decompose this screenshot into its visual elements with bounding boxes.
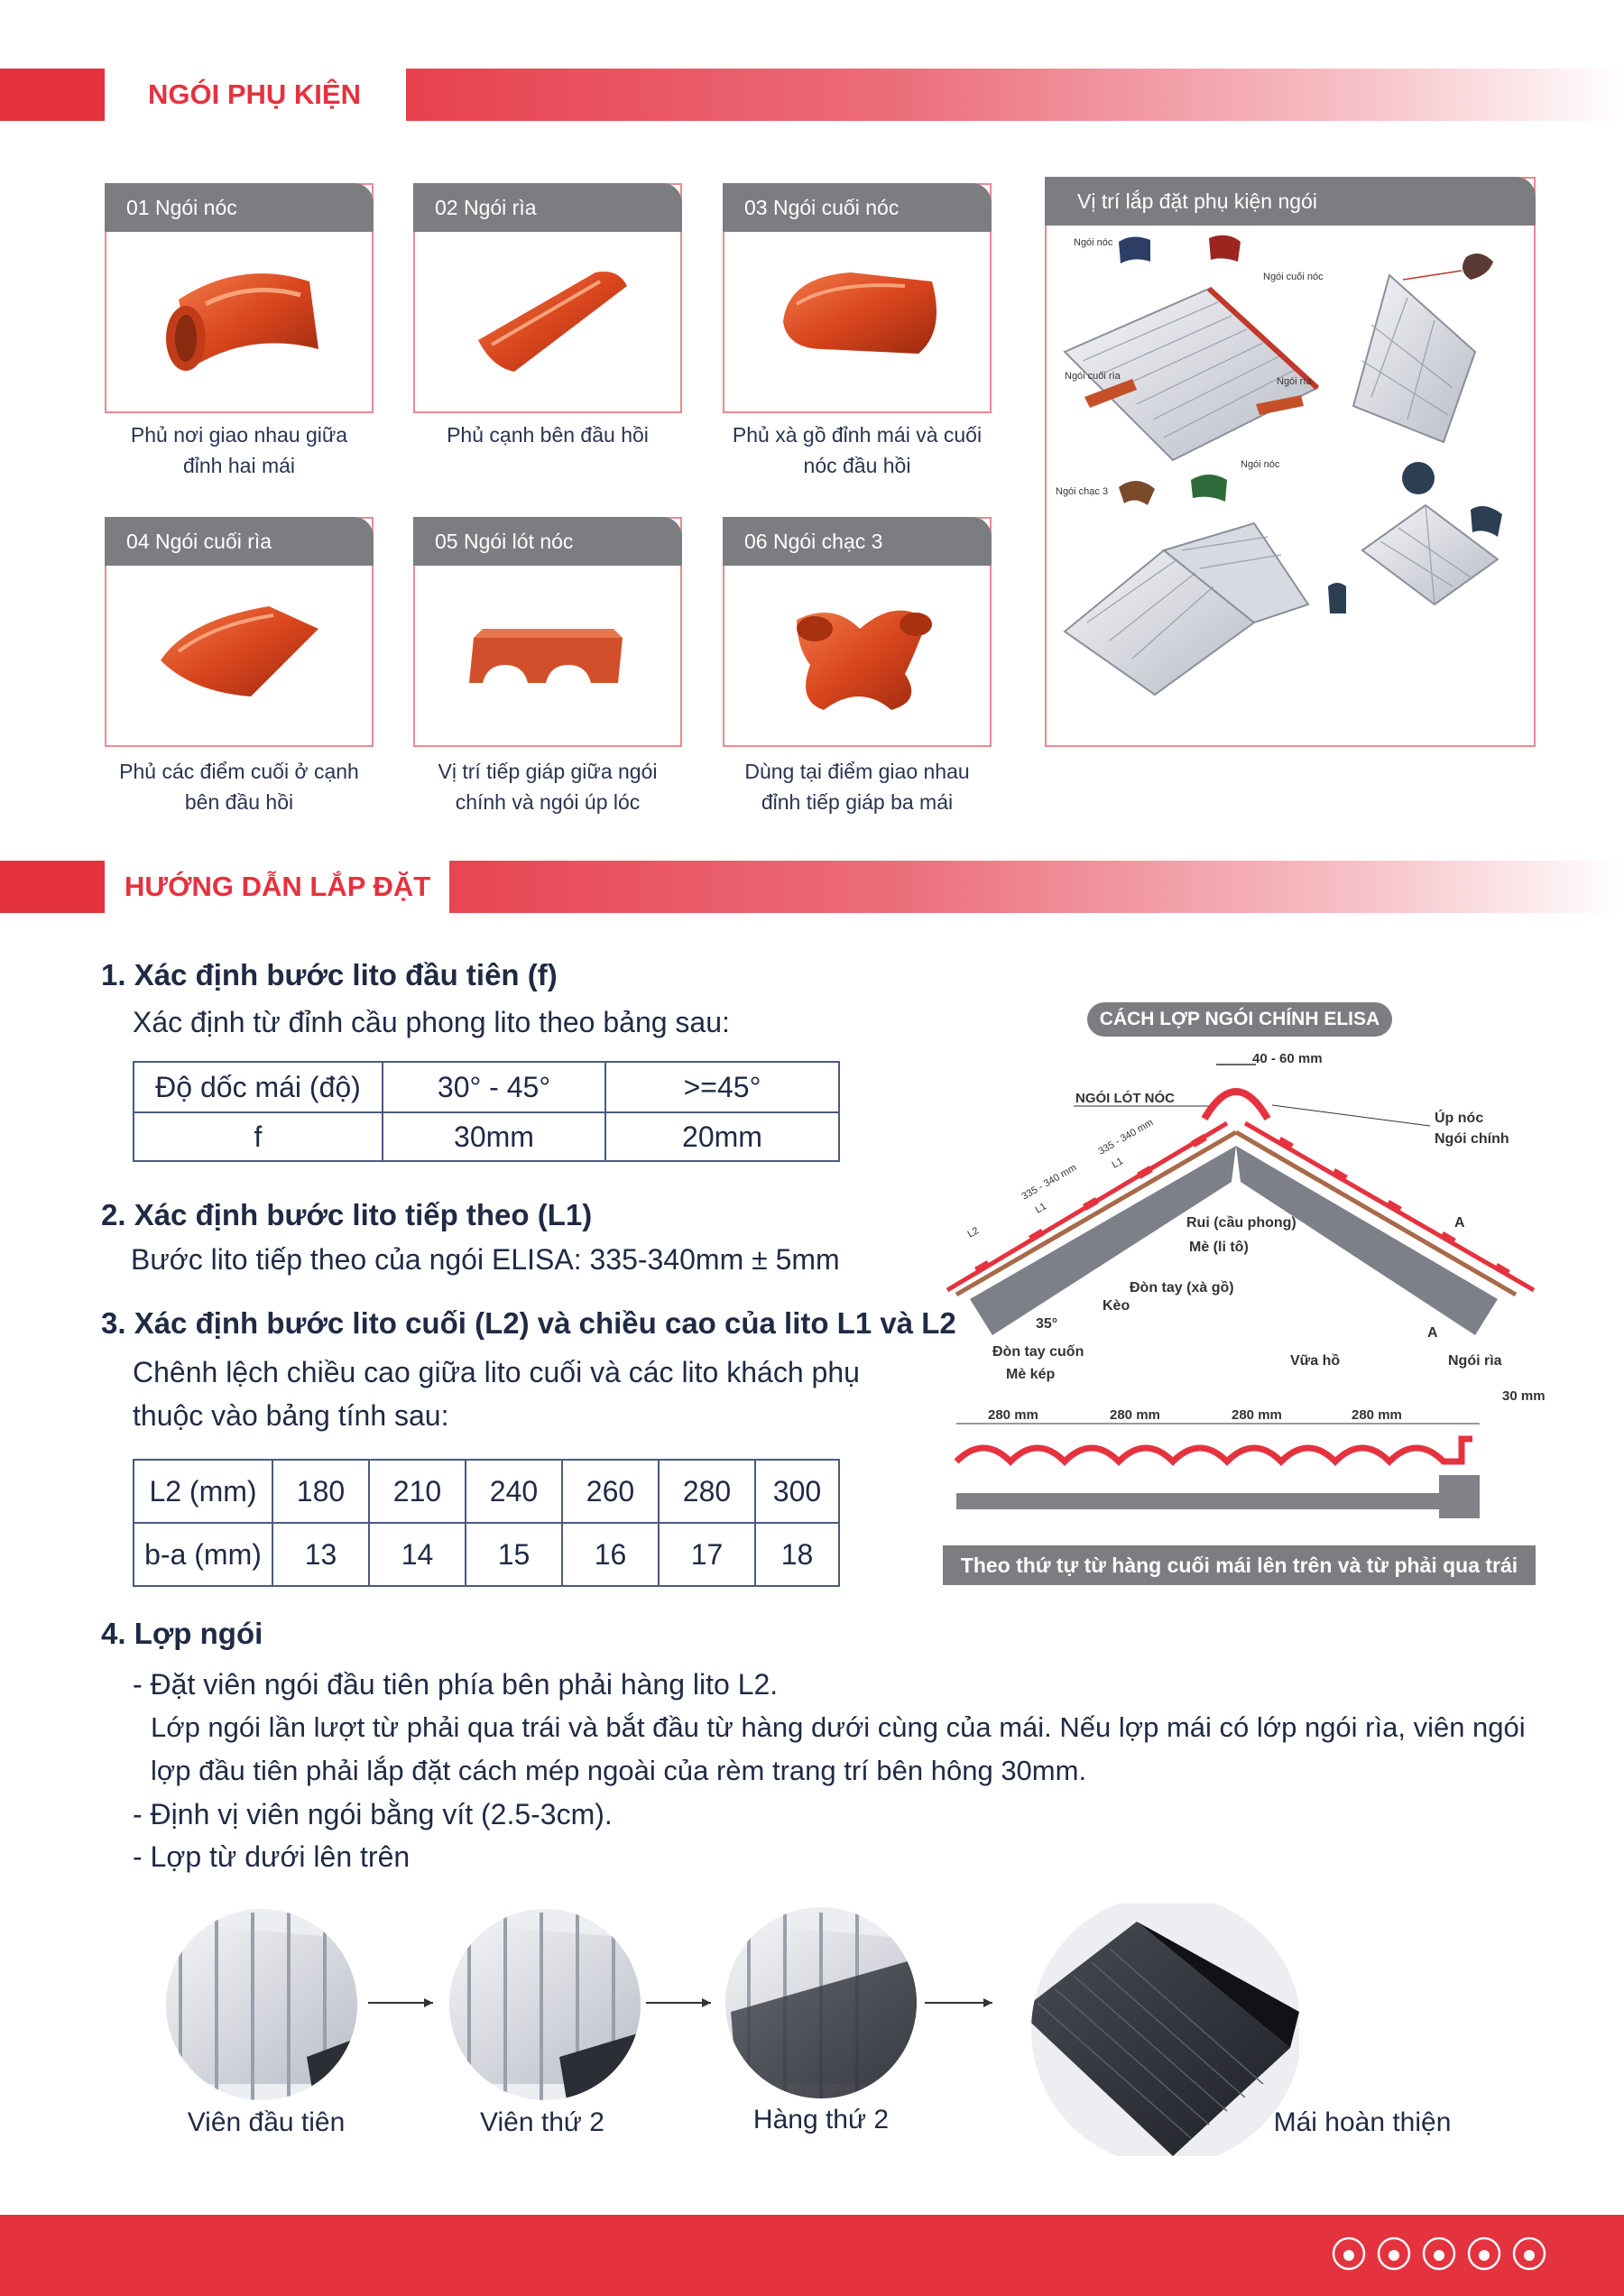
table-cell: 16 <box>562 1523 659 1586</box>
label-three-way: Ngói chạc 3 <box>1056 486 1109 497</box>
label-ridge: Ngói nóc <box>1074 237 1113 248</box>
label-30mm: 30 mm <box>1502 1388 1546 1404</box>
product-card-ridge-end <box>723 183 992 413</box>
table-cell: f <box>134 1112 383 1161</box>
label-dim-2: 335 - 340 mm <box>1096 1117 1156 1157</box>
spacing-label: 280 mm <box>988 1407 1038 1423</box>
step-4-line-3: lợp đầu tiên phải lắp đặt cách mép ngoài của rèm trang trí bên hông 30mm. <box>151 1755 1087 1786</box>
product-title: 04 Ngói cuối rìa <box>105 517 374 566</box>
table-cell: 20mm <box>605 1112 839 1161</box>
label-l1: L1 <box>1033 1201 1049 1216</box>
label-a-2: A <box>1427 1325 1438 1341</box>
table-cell: b-a (mm) <box>134 1523 272 1586</box>
step-4-line-4: - Định vị viên ngói bằng vít (2.5-3cm). <box>133 1798 613 1830</box>
product-title: 03 Ngói cuối nóc <box>723 183 992 232</box>
label-l2: L2 <box>965 1225 982 1240</box>
label-purlin: Đòn tay (xà gồ) <box>1130 1280 1234 1296</box>
step-1-title: 1. Xác định bước lito đầu tiên (f) <box>101 958 558 991</box>
label-eaves-purlin: Đòn tay cuốn <box>992 1344 1084 1360</box>
table-cell: Độ dốc mái (độ) <box>134 1062 383 1112</box>
install-title: HƯỚNG DẪN LẮP ĐẶT <box>105 861 449 913</box>
table-cell: 300 <box>755 1460 839 1523</box>
product-title: 01 Ngói nóc <box>105 183 374 232</box>
footer-bar <box>0 2215 1624 2296</box>
label-rafter: Rui (cầu phong) <box>1186 1215 1296 1231</box>
product-card-ridge <box>105 183 374 413</box>
product-desc: Phủ xà gồ đỉnh mái và cuối nóc đầu hồi <box>732 423 983 477</box>
label-ridge-underlay: NGÓI LÓT NÓC <box>1075 1091 1175 1106</box>
label-verge-end: Ngói cuối rìa <box>1065 371 1121 382</box>
step-4-line-5: - Lợp từ dưới lên trên <box>133 1840 411 1873</box>
step-caption: Viên đầu tiên <box>187 2107 346 2137</box>
table-cell: 180 <box>272 1460 369 1523</box>
diagram-title: CÁCH LỢP NGÓI CHÍNH ELISA <box>1087 1002 1392 1037</box>
step-image-first-tile <box>162 1913 379 2111</box>
step-4-line-1: - Đặt viên ngói đầu tiên phía bên phải hàng lito L2. <box>133 1668 779 1701</box>
table-cell: 30mm <box>383 1112 605 1161</box>
step-2-title: 2. Xác định bước lito tiếp theo (L1) <box>101 1198 593 1231</box>
product-title: 05 Ngói lót nóc <box>413 517 682 566</box>
step-3-text-2: thuộc vào bảng tính sau: <box>133 1399 449 1432</box>
accessories-title: NGÓI PHỤ KIỆN <box>105 69 406 121</box>
product-desc: Dùng tại điểm giao nhau đỉnh tiếp giáp ba mái <box>744 760 970 814</box>
step-caption: Viên thứ 2 <box>480 2107 604 2137</box>
lito-table <box>133 1459 840 1587</box>
table-cell: 280 <box>659 1460 755 1523</box>
label-main-tile: Ngói chính <box>1435 1131 1509 1147</box>
step-3-text-1: Chênh lệch chiều cao giữa lito cuối và các lito khách phụ <box>133 1356 860 1388</box>
footer-badges <box>1326 2231 1597 2276</box>
table-cell: 15 <box>466 1523 562 1586</box>
step-1-text: Xác định từ đỉnh cầu phong lito theo bảng sau: <box>133 1006 730 1038</box>
label-ridge-end: Ngói cuối nóc <box>1263 272 1324 282</box>
ridge-end-tile-icon <box>724 232 990 411</box>
table-cell: 17 <box>659 1523 755 1586</box>
product-title: 06 Ngói chạc 3 <box>723 517 992 566</box>
label-a: A <box>1454 1215 1465 1231</box>
table-cell: 240 <box>466 1460 562 1523</box>
step-caption: Hàng thứ 2 <box>752 2105 890 2135</box>
product-card-verge <box>413 183 682 413</box>
angle-label: 35° <box>1036 1316 1058 1332</box>
spacing-label: 280 mm <box>1232 1407 1282 1423</box>
table-cell: 18 <box>755 1523 839 1586</box>
roof-section-diagram <box>920 1037 1552 1543</box>
label-verge: Ngói rìa <box>1277 376 1312 387</box>
label-dim-1: 335 - 340 mm <box>1020 1162 1079 1203</box>
table-cell: L2 (mm) <box>134 1460 272 1523</box>
product-title: 02 Ngói rìa <box>413 183 682 232</box>
table-cell: 13 <box>272 1523 369 1586</box>
label-verge: Ngói rìa <box>1448 1353 1502 1369</box>
label-ridge-cap: Úp nóc <box>1435 1111 1484 1126</box>
install-positions-illustration <box>1047 226 1534 745</box>
label-double-batten: Mè kép <box>1006 1367 1056 1382</box>
label-mortar: Vữa hồ <box>1290 1353 1341 1369</box>
step-2-text: Bước lito tiếp theo của ngói ELISA: 335-340mm ± 5mm <box>131 1243 840 1276</box>
table-cell: 260 <box>562 1460 659 1523</box>
step-image-second-tile <box>442 1913 650 2111</box>
ridge-tile-icon <box>106 232 372 411</box>
step-4-title: 4. Lợp ngói <box>101 1617 263 1650</box>
spacing-label: 280 mm <box>1352 1407 1402 1423</box>
table-cell: 210 <box>369 1460 466 1523</box>
gap-label: 40 - 60 mm <box>1252 1051 1323 1066</box>
table-cell: >=45° <box>605 1062 839 1112</box>
product-desc: Phủ nơi giao nhau giữa đỉnh hai mái <box>130 423 348 477</box>
step-image-second-row <box>722 1913 920 2120</box>
spacing-label: 280 mm <box>1110 1407 1160 1423</box>
table-cell: 14 <box>369 1523 466 1586</box>
step-3-title: 3. Xác định bước lito cuối (L2) và chiều cao của lito L1 và L2 <box>101 1306 956 1340</box>
product-desc: Vị trí tiếp giáp giữa ngói chính và ngói úp lóc <box>438 760 658 814</box>
step-caption: Mái hoàn thiện <box>1273 2107 1452 2137</box>
label-batten: Mè (li tô) <box>1189 1240 1249 1255</box>
slope-table <box>133 1061 840 1162</box>
product-card-three-way <box>723 517 992 747</box>
product-desc: Phủ cạnh bên đầu hồi <box>447 423 649 447</box>
install-positions-panel <box>1045 177 1536 747</box>
three-way-tile-icon <box>724 566 990 745</box>
verge-end-tile-icon <box>106 566 372 745</box>
table-cell: 30° - 45° <box>383 1062 605 1112</box>
product-card-verge-end <box>105 517 374 747</box>
label-ridge-2: Ngói nóc <box>1241 459 1280 470</box>
product-desc: Phủ các điểm cuối ở cạnh bên đầu hồi <box>119 760 359 814</box>
label-l1-b: L1 <box>1110 1156 1126 1171</box>
install-positions-title: Vị trí lắp đặt phụ kiện ngói <box>1045 177 1536 226</box>
product-card-ridge-underlay <box>413 517 682 747</box>
verge-tile-icon <box>415 232 680 411</box>
label-truss: Kèo <box>1103 1298 1130 1314</box>
ridge-underlay-tile-icon <box>415 566 680 745</box>
diagram-note: Theo thứ tự từ hàng cuối mái lên trên và từ phải qua trái <box>943 1545 1536 1585</box>
step-4-line-2: Lớp ngói lần lượt từ phải qua trái và bắt đầu từ hàng dưới cùng của mái. Nếu lợp mái có lớp ngói rìa, viên ngói <box>151 1711 1526 1743</box>
